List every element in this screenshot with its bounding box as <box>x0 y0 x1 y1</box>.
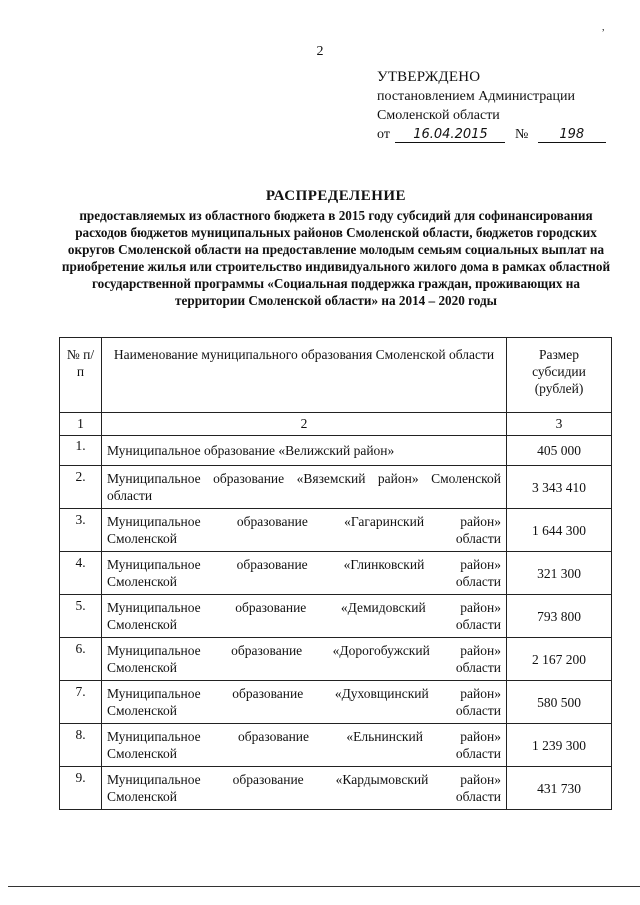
row-name <box>102 595 507 638</box>
row-name-main: Муниципальное образование «Кардымовский район» <box>107 772 501 787</box>
row-name <box>102 552 507 595</box>
row-amount: 3 343 410 <box>507 466 612 509</box>
row-name <box>102 638 507 681</box>
row-num: 4. <box>60 552 102 595</box>
row-name-main: Муниципальное образование «Дорогобужский район» <box>107 643 501 658</box>
table-header-row <box>60 338 612 413</box>
row-amount: 1 644 300 <box>507 509 612 552</box>
approval-line-1: постановлением Администрации <box>377 89 575 104</box>
row-num: 9. <box>60 767 102 810</box>
number-label: № <box>514 127 529 142</box>
from-label: от <box>377 127 390 142</box>
table-row <box>60 552 612 595</box>
row-name-tail: Смоленской области <box>107 531 501 546</box>
row-name-main: Муниципальное образование «Глинковский район» <box>107 557 501 572</box>
bottom-rule <box>8 886 640 887</box>
row-name-main: Муниципальное образование «Гагаринский район» <box>107 514 501 529</box>
row-num: 3. <box>60 509 102 552</box>
row-name-tail: Смоленской области <box>107 703 501 718</box>
index-cell: 1 <box>60 413 102 436</box>
header-name: Наименование муниципального образования Смоленской области <box>102 338 507 413</box>
row-num: 5. <box>60 595 102 638</box>
row-name-main: Муниципальное образование «Духовщинский район» <box>107 686 501 701</box>
table-row <box>60 595 612 638</box>
index-row <box>60 413 612 436</box>
table-row <box>60 767 612 810</box>
row-amount: 405 000 <box>507 436 612 466</box>
page-number: 2 <box>316 44 324 59</box>
row-name-main: Муниципальное образование «Велижский район» <box>107 442 395 458</box>
table-row <box>60 509 612 552</box>
table-row <box>60 436 612 466</box>
index-cell: 3 <box>507 413 612 436</box>
row-name <box>102 681 507 724</box>
row-amount: 1 239 300 <box>507 724 612 767</box>
table-row <box>60 466 612 509</box>
approval-stamp <box>377 68 606 144</box>
approval-title: УТВЕРЖДЕНО <box>377 69 481 85</box>
row-name <box>102 724 507 767</box>
row-name-main: Муниципальное образование «Демидовский район» <box>107 600 501 615</box>
row-num: 1. <box>60 436 102 466</box>
approval-date: 16.04.2015 <box>395 127 505 143</box>
approval-line-2: Смоленской области <box>377 108 500 123</box>
header-num: № п/п <box>60 338 102 413</box>
table-row <box>60 638 612 681</box>
row-amount: 321 300 <box>507 552 612 595</box>
subsidy-table <box>59 337 612 810</box>
row-name <box>102 509 507 552</box>
row-name-tail: Смоленской области <box>107 789 501 804</box>
row-num: 8. <box>60 724 102 767</box>
row-num: 7. <box>60 681 102 724</box>
index-cell: 2 <box>102 413 507 436</box>
header-amount: Размер субсидии (рублей) <box>507 338 612 413</box>
corner-mark: , <box>602 22 605 33</box>
row-name-tail: Смоленской области <box>107 617 501 632</box>
row-num: 2. <box>60 466 102 509</box>
row-amount: 431 730 <box>507 767 612 810</box>
row-name-tail: Смоленской области <box>107 574 501 589</box>
row-name-tail: области <box>107 488 153 503</box>
row-name <box>102 466 507 509</box>
table-row <box>60 681 612 724</box>
document-heading <box>60 188 612 309</box>
table-row <box>60 724 612 767</box>
approval-date-line <box>377 125 606 144</box>
row-name <box>102 767 507 810</box>
row-name <box>102 436 507 466</box>
row-amount: 793 800 <box>507 595 612 638</box>
approval-number: 198 <box>538 127 606 143</box>
row-name-tail: Смоленской области <box>107 660 501 675</box>
row-name-tail: Смоленской области <box>107 746 501 761</box>
row-amount: 2 167 200 <box>507 638 612 681</box>
row-name-main: Муниципальное образование «Вяземский район» Смоленской <box>107 471 501 486</box>
row-num: 6. <box>60 638 102 681</box>
document-title: РАСПРЕДЕЛЕНИЕ <box>265 188 407 204</box>
document-subtitle: предоставляемых из областного бюджета в 2015 году субсидий для софинансирования расходов бюджетов муниципальных районов Смоленской области, бюджетов городских округов Смоленской области на предоставление молодым семьям социальных выплат на приобретение жилья или строительство индивидуального жилого дома в рамках областной государственной программы «Социальная поддержка граждан, проживающих на территории Смоленской области» на 2014 – 2020 годы <box>61 208 611 308</box>
row-amount: 580 500 <box>507 681 612 724</box>
row-name-main: Муниципальное образование «Ельнинский район» <box>107 729 501 744</box>
